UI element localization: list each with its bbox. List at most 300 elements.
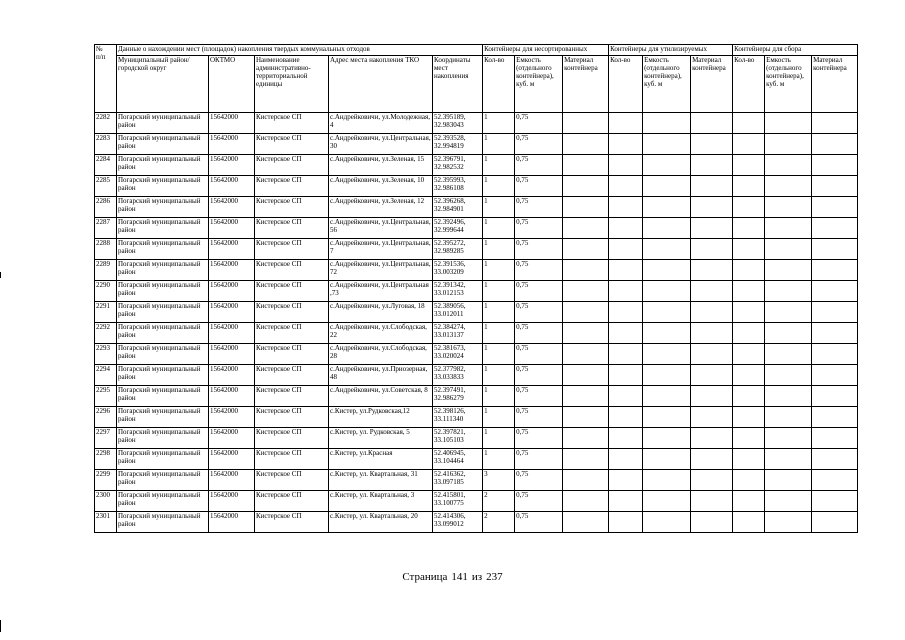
- row-address: с.Андрейковичи, ул.Центральная, 72: [329, 260, 433, 281]
- row-empty-cell: [765, 512, 812, 533]
- row-oktmo: 15642000: [209, 281, 255, 302]
- row-oktmo: 15642000: [209, 302, 255, 323]
- row-unsorted-capacity: 0,75: [515, 365, 563, 386]
- row-empty-cell: [643, 449, 691, 470]
- row-district: Погарский муниципальный район: [117, 386, 209, 407]
- row-empty-cell: [643, 155, 691, 176]
- row-unit: Кистерское СП: [255, 218, 329, 239]
- row-empty-cell: [691, 344, 733, 365]
- row-empty-cell: [765, 386, 812, 407]
- row-unsorted-count: 1: [483, 449, 515, 470]
- row-unit: Кистерское СП: [255, 386, 329, 407]
- row-empty-cell: [812, 323, 858, 344]
- row-empty-cell: [733, 281, 765, 302]
- row-empty-cell: [733, 344, 765, 365]
- row-num: 2296: [95, 407, 117, 428]
- row-empty-cell: [609, 365, 643, 386]
- header-collect-material: Материал контейнера: [812, 56, 858, 113]
- row-empty-cell: [765, 260, 812, 281]
- row-unsorted-capacity: 0,75: [515, 134, 563, 155]
- row-oktmo: 15642000: [209, 155, 255, 176]
- row-district: Погарский муниципальный район: [117, 491, 209, 512]
- row-empty-cell: [691, 407, 733, 428]
- row-unsorted-capacity: 0,75: [515, 470, 563, 491]
- row-unit: Кистерское СП: [255, 428, 329, 449]
- row-coords: 52.406945, 33.104464: [433, 449, 483, 470]
- row-empty-cell: [643, 302, 691, 323]
- row-unsorted-capacity: 0,75: [515, 323, 563, 344]
- row-oktmo: 15642000: [209, 239, 255, 260]
- row-empty-cell: [691, 260, 733, 281]
- row-unsorted-count: 1: [483, 428, 515, 449]
- row-district: Погарский муниципальный район: [117, 302, 209, 323]
- row-empty-cell: [812, 386, 858, 407]
- row-empty-cell: [733, 302, 765, 323]
- row-district: Погарский муниципальный район: [117, 365, 209, 386]
- row-empty-cell: [609, 344, 643, 365]
- row-unit: Кистерское СП: [255, 197, 329, 218]
- table-row: [95, 449, 858, 470]
- row-empty-cell: [733, 197, 765, 218]
- row-coords: 52.395272, 32.989285: [433, 239, 483, 260]
- row-address: с.Кистер, ул. Рудковская, 5: [329, 428, 433, 449]
- row-empty-cell: [765, 344, 812, 365]
- row-empty-cell: [765, 302, 812, 323]
- row-empty-cell: [691, 470, 733, 491]
- row-num: 2300: [95, 491, 117, 512]
- row-oktmo: 15642000: [209, 386, 255, 407]
- header-district: Муниципальный район/городской округ: [117, 56, 209, 113]
- row-unit: Кистерское СП: [255, 239, 329, 260]
- row-empty-cell: [765, 239, 812, 260]
- row-empty-cell: [609, 155, 643, 176]
- row-unsorted-capacity: 0,75: [515, 197, 563, 218]
- row-coords: 52.391342, 33.012153: [433, 281, 483, 302]
- row-coords: 52.398126, 33.111340: [433, 407, 483, 428]
- row-empty-cell: [609, 491, 643, 512]
- row-unsorted-count: 1: [483, 260, 515, 281]
- header-row-columns: [95, 56, 858, 113]
- row-empty-cell: [563, 134, 609, 155]
- row-oktmo: 15642000: [209, 218, 255, 239]
- row-unsorted-capacity: 0,75: [515, 386, 563, 407]
- row-empty-cell: [733, 176, 765, 197]
- header-collect-count: Кол-во: [733, 56, 765, 113]
- row-address: с.Андрейковичи, ул.Центральная, 30: [329, 134, 433, 155]
- row-unit: Кистерское СП: [255, 302, 329, 323]
- row-empty-cell: [691, 302, 733, 323]
- row-empty-cell: [609, 113, 643, 134]
- header-group-unsorted: Контейнеры для несортированных: [483, 45, 609, 56]
- header-group-recycle: Контейнеры для утилизируемых: [609, 45, 733, 56]
- row-num: 2295: [95, 386, 117, 407]
- row-empty-cell: [609, 281, 643, 302]
- row-empty-cell: [733, 470, 765, 491]
- row-address: с.Андрейковичи, ул.Луговая, 18: [329, 302, 433, 323]
- row-address: с.Андрейковичи, ул.Зеленая, 15: [329, 155, 433, 176]
- row-district: Погарский муниципальный район: [117, 176, 209, 197]
- table-row: [95, 239, 858, 260]
- row-empty-cell: [563, 407, 609, 428]
- header-recycle-capacity: Емкость (отдельного контейнера), куб. м: [643, 56, 691, 113]
- row-empty-cell: [609, 176, 643, 197]
- row-empty-cell: [643, 365, 691, 386]
- row-empty-cell: [563, 302, 609, 323]
- row-empty-cell: [643, 512, 691, 533]
- table-row: [95, 365, 858, 386]
- row-num: 2294: [95, 365, 117, 386]
- row-empty-cell: [691, 428, 733, 449]
- row-empty-cell: [563, 428, 609, 449]
- row-empty-cell: [563, 239, 609, 260]
- row-district: Погарский муниципальный район: [117, 281, 209, 302]
- row-empty-cell: [765, 491, 812, 512]
- row-empty-cell: [643, 470, 691, 491]
- row-empty-cell: [765, 176, 812, 197]
- row-unsorted-capacity: 0,75: [515, 428, 563, 449]
- row-empty-cell: [609, 239, 643, 260]
- row-empty-cell: [609, 386, 643, 407]
- row-unit: Кистерское СП: [255, 470, 329, 491]
- margin-mark-top: [0, 272, 1, 278]
- row-empty-cell: [563, 323, 609, 344]
- row-unsorted-capacity: 0,75: [515, 407, 563, 428]
- row-coords: 52.393528, 32.994819: [433, 134, 483, 155]
- row-coords: 52.414306, 33.099012: [433, 512, 483, 533]
- row-empty-cell: [643, 134, 691, 155]
- row-coords: 52.415801, 33.100775: [433, 491, 483, 512]
- row-empty-cell: [765, 323, 812, 344]
- row-empty-cell: [609, 197, 643, 218]
- row-empty-cell: [733, 407, 765, 428]
- row-oktmo: 15642000: [209, 407, 255, 428]
- table-row: [95, 197, 858, 218]
- row-empty-cell: [812, 281, 858, 302]
- row-oktmo: 15642000: [209, 176, 255, 197]
- row-empty-cell: [765, 449, 812, 470]
- row-oktmo: 15642000: [209, 512, 255, 533]
- row-district: Погарский муниципальный район: [117, 218, 209, 239]
- header-unsorted-capacity: Емкость (отдельного контейнера), куб. м: [515, 56, 563, 113]
- row-unsorted-count: 1: [483, 365, 515, 386]
- row-empty-cell: [563, 113, 609, 134]
- table-row: [95, 260, 858, 281]
- row-district: Погарский муниципальный район: [117, 134, 209, 155]
- row-empty-cell: [609, 428, 643, 449]
- row-oktmo: 15642000: [209, 113, 255, 134]
- row-empty-cell: [691, 512, 733, 533]
- row-unsorted-capacity: 0,75: [515, 218, 563, 239]
- row-district: Погарский муниципальный район: [117, 512, 209, 533]
- table-row: [95, 155, 858, 176]
- row-empty-cell: [691, 449, 733, 470]
- row-empty-cell: [643, 323, 691, 344]
- row-empty-cell: [563, 491, 609, 512]
- row-address: с.Андрейковичи, ул.Центральная ,73: [329, 281, 433, 302]
- row-num: 2301: [95, 512, 117, 533]
- row-coords: 52.381673, 33.020024: [433, 344, 483, 365]
- row-address: с.Кистер, ул. Квартальная, 3: [329, 491, 433, 512]
- row-empty-cell: [643, 428, 691, 449]
- row-unsorted-count: 1: [483, 344, 515, 365]
- row-address: с.Андрейковичи, ул.Зеленая, 12: [329, 197, 433, 218]
- row-empty-cell: [812, 365, 858, 386]
- row-district: Погарский муниципальный район: [117, 428, 209, 449]
- header-row-groups: [95, 45, 858, 56]
- waste-sites-table: [94, 44, 858, 533]
- row-empty-cell: [609, 323, 643, 344]
- row-coords: 52.389056, 33.012011: [433, 302, 483, 323]
- row-empty-cell: [609, 218, 643, 239]
- row-empty-cell: [643, 113, 691, 134]
- row-address: с.Андрейковичи, ул.Центральная, 56: [329, 218, 433, 239]
- row-empty-cell: [733, 113, 765, 134]
- row-unsorted-count: 1: [483, 323, 515, 344]
- row-empty-cell: [733, 491, 765, 512]
- header-collect-capacity: Емкость (отдельного контейнера), куб. м: [765, 56, 812, 113]
- row-empty-cell: [812, 449, 858, 470]
- row-num: 2287: [95, 218, 117, 239]
- row-num: 2288: [95, 239, 117, 260]
- row-unit: Кистерское СП: [255, 134, 329, 155]
- row-empty-cell: [812, 491, 858, 512]
- row-empty-cell: [733, 428, 765, 449]
- row-empty-cell: [765, 470, 812, 491]
- row-num: 2297: [95, 428, 117, 449]
- row-coords: 52.391536, 33.003209: [433, 260, 483, 281]
- row-empty-cell: [733, 218, 765, 239]
- row-empty-cell: [691, 281, 733, 302]
- row-oktmo: 15642000: [209, 260, 255, 281]
- row-unsorted-count: 2: [483, 512, 515, 533]
- row-address: с.Андрейковичи, ул.Молодежная, 4: [329, 113, 433, 134]
- row-unsorted-count: 1: [483, 407, 515, 428]
- row-empty-cell: [563, 344, 609, 365]
- header-group-main: Данные о нахождении мест (площадок) накопления твердых коммунальных отходов: [117, 45, 483, 56]
- row-unsorted-count: 1: [483, 197, 515, 218]
- row-empty-cell: [812, 512, 858, 533]
- row-unit: Кистерское СП: [255, 407, 329, 428]
- row-empty-cell: [733, 239, 765, 260]
- row-empty-cell: [609, 407, 643, 428]
- row-unsorted-count: 1: [483, 386, 515, 407]
- table-row: [95, 176, 858, 197]
- row-oktmo: 15642000: [209, 197, 255, 218]
- table-row: [95, 113, 858, 134]
- row-empty-cell: [643, 491, 691, 512]
- row-district: Погарский муниципальный район: [117, 260, 209, 281]
- table-row: [95, 302, 858, 323]
- header-unsorted-count: Кол-во: [483, 56, 515, 113]
- row-oktmo: 15642000: [209, 428, 255, 449]
- row-empty-cell: [765, 155, 812, 176]
- row-empty-cell: [691, 491, 733, 512]
- row-empty-cell: [563, 512, 609, 533]
- row-num: 2298: [95, 449, 117, 470]
- row-num: 2282: [95, 113, 117, 134]
- row-empty-cell: [733, 386, 765, 407]
- row-empty-cell: [563, 281, 609, 302]
- row-coords: 52.396791, 32.982532: [433, 155, 483, 176]
- row-num: 2293: [95, 344, 117, 365]
- row-empty-cell: [733, 155, 765, 176]
- row-unit: Кистерское СП: [255, 449, 329, 470]
- row-unsorted-count: 1: [483, 113, 515, 134]
- row-empty-cell: [563, 386, 609, 407]
- header-num: № п/п: [95, 45, 117, 113]
- row-empty-cell: [643, 281, 691, 302]
- row-empty-cell: [691, 239, 733, 260]
- row-empty-cell: [643, 176, 691, 197]
- row-oktmo: 15642000: [209, 365, 255, 386]
- row-empty-cell: [691, 155, 733, 176]
- row-num: 2291: [95, 302, 117, 323]
- row-empty-cell: [563, 260, 609, 281]
- table-row: [95, 428, 858, 449]
- row-district: Погарский муниципальный район: [117, 344, 209, 365]
- row-empty-cell: [563, 365, 609, 386]
- row-oktmo: 15642000: [209, 134, 255, 155]
- row-coords: 52.384274, 33.013137: [433, 323, 483, 344]
- row-unit: Кистерское СП: [255, 155, 329, 176]
- row-unsorted-capacity: 0,75: [515, 449, 563, 470]
- page-current: 141: [451, 571, 468, 583]
- table-row: [95, 386, 858, 407]
- row-empty-cell: [765, 365, 812, 386]
- row-num: 2289: [95, 260, 117, 281]
- row-empty-cell: [643, 218, 691, 239]
- row-empty-cell: [691, 365, 733, 386]
- row-unsorted-capacity: 0,75: [515, 281, 563, 302]
- row-empty-cell: [812, 176, 858, 197]
- table-row: [95, 344, 858, 365]
- row-empty-cell: [812, 470, 858, 491]
- row-empty-cell: [812, 134, 858, 155]
- header-unit: Наименование административно-территориальной единицы: [255, 56, 329, 113]
- header-recycle-material: Материал контейнера: [691, 56, 733, 113]
- row-num: 2283: [95, 134, 117, 155]
- row-empty-cell: [812, 260, 858, 281]
- row-empty-cell: [691, 323, 733, 344]
- row-empty-cell: [609, 260, 643, 281]
- row-unit: Кистерское СП: [255, 113, 329, 134]
- margin-mark-bottom: [0, 620, 1, 632]
- row-unsorted-capacity: 0,75: [515, 491, 563, 512]
- table-row: [95, 323, 858, 344]
- row-unsorted-capacity: 0,75: [515, 239, 563, 260]
- table-row: [95, 512, 858, 533]
- row-unsorted-count: 1: [483, 155, 515, 176]
- row-empty-cell: [563, 470, 609, 491]
- row-empty-cell: [812, 302, 858, 323]
- row-empty-cell: [765, 134, 812, 155]
- header-recycle-count: Кол-во: [609, 56, 643, 113]
- row-empty-cell: [691, 176, 733, 197]
- row-num: 2299: [95, 470, 117, 491]
- row-empty-cell: [812, 218, 858, 239]
- row-empty-cell: [609, 134, 643, 155]
- row-empty-cell: [812, 239, 858, 260]
- row-address: с.Кистер, ул. Квартальная, 20: [329, 512, 433, 533]
- row-unsorted-capacity: 0,75: [515, 302, 563, 323]
- table-row: [95, 134, 858, 155]
- page-of-word: из: [471, 571, 483, 583]
- row-empty-cell: [643, 239, 691, 260]
- row-unit: Кистерское СП: [255, 344, 329, 365]
- row-empty-cell: [609, 470, 643, 491]
- row-address: с.Кистер, ул.Красная: [329, 449, 433, 470]
- row-unsorted-count: 1: [483, 134, 515, 155]
- row-empty-cell: [765, 407, 812, 428]
- row-unit: Кистерское СП: [255, 281, 329, 302]
- row-empty-cell: [643, 344, 691, 365]
- row-district: Погарский муниципальный район: [117, 113, 209, 134]
- table-row: [95, 470, 858, 491]
- row-district: Погарский муниципальный район: [117, 470, 209, 491]
- row-coords: 52.395993, 32.986108: [433, 176, 483, 197]
- row-unit: Кистерское СП: [255, 323, 329, 344]
- row-empty-cell: [765, 218, 812, 239]
- row-district: Погарский муниципальный район: [117, 449, 209, 470]
- row-coords: 52.392496, 32.999644: [433, 218, 483, 239]
- row-unsorted-capacity: 0,75: [515, 176, 563, 197]
- row-empty-cell: [812, 344, 858, 365]
- row-empty-cell: [643, 386, 691, 407]
- row-empty-cell: [765, 113, 812, 134]
- row-unsorted-capacity: 0,75: [515, 344, 563, 365]
- row-empty-cell: [691, 386, 733, 407]
- row-unsorted-count: 1: [483, 218, 515, 239]
- row-num: 2285: [95, 176, 117, 197]
- row-district: Погарский муниципальный район: [117, 155, 209, 176]
- row-coords: 52.397491, 32.986279: [433, 386, 483, 407]
- row-empty-cell: [643, 407, 691, 428]
- row-oktmo: 15642000: [209, 470, 255, 491]
- row-unsorted-count: 1: [483, 239, 515, 260]
- row-unsorted-count: 3: [483, 470, 515, 491]
- row-empty-cell: [563, 176, 609, 197]
- table-row: [95, 491, 858, 512]
- row-coords: 52.397821, 33.105103: [433, 428, 483, 449]
- row-empty-cell: [733, 323, 765, 344]
- row-district: Погарский муниципальный район: [117, 323, 209, 344]
- row-empty-cell: [691, 113, 733, 134]
- header-unsorted-material: Материал контейнера: [563, 56, 609, 113]
- row-num: 2292: [95, 323, 117, 344]
- row-address: с.Кистер, ул. Квартальная, 31: [329, 470, 433, 491]
- table-row: [95, 407, 858, 428]
- row-unsorted-count: 1: [483, 176, 515, 197]
- row-num: 2286: [95, 197, 117, 218]
- row-unsorted-capacity: 0,75: [515, 260, 563, 281]
- row-address: с.Андрейковичи, ул.Советская, 8: [329, 386, 433, 407]
- table-row: [95, 281, 858, 302]
- row-empty-cell: [733, 134, 765, 155]
- row-oktmo: 15642000: [209, 344, 255, 365]
- row-empty-cell: [812, 197, 858, 218]
- row-unsorted-capacity: 0,75: [515, 113, 563, 134]
- row-address: с.Кистер, ул.Рудковская,12: [329, 407, 433, 428]
- header-address: Адрес места накопления ТКО: [329, 56, 433, 113]
- row-unsorted-count: 1: [483, 302, 515, 323]
- row-empty-cell: [733, 365, 765, 386]
- row-empty-cell: [765, 428, 812, 449]
- row-empty-cell: [563, 218, 609, 239]
- row-coords: 52.395189, 32.983043: [433, 113, 483, 134]
- row-address: с.Андрейковичи, ул.Приозерная, 48: [329, 365, 433, 386]
- row-empty-cell: [812, 113, 858, 134]
- row-empty-cell: [733, 449, 765, 470]
